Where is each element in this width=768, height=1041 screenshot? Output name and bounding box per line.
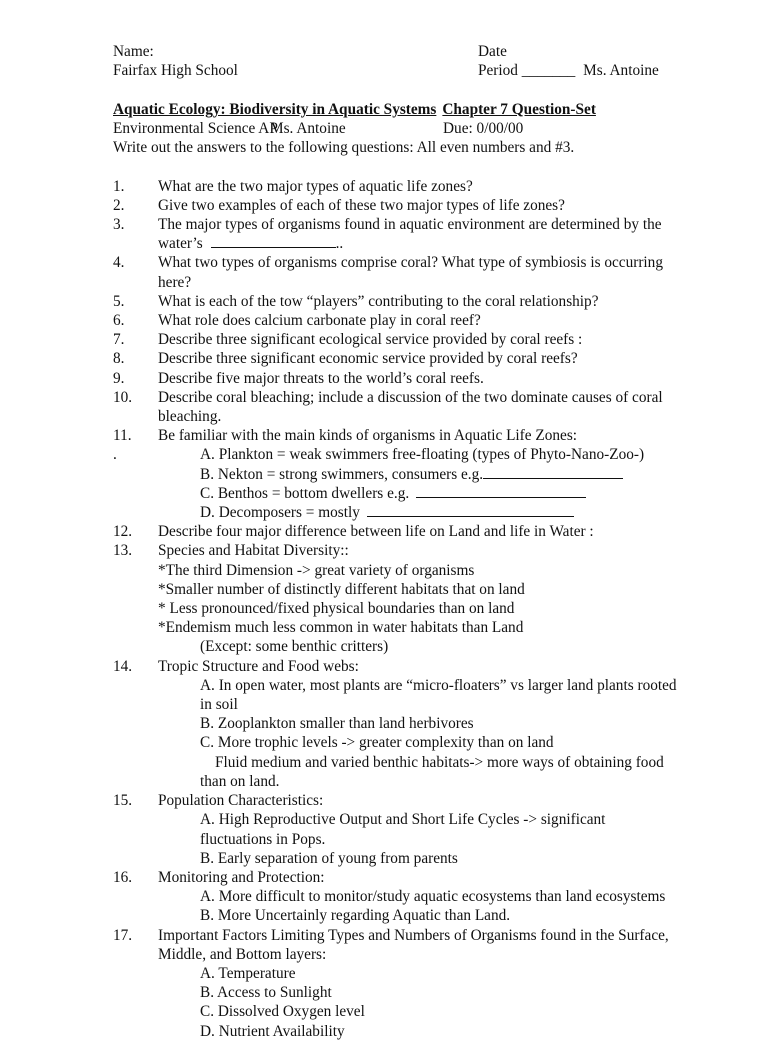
sub-item-text: D. Decomposers = mostly — [200, 504, 364, 522]
sub-item-text: A. Plankton = weak swimmers free-floating (types of Phyto-Nano-Zoo-) — [200, 446, 645, 464]
question-number: 10. — [113, 388, 133, 406]
question-number: 13. — [113, 542, 133, 560]
q14-sub-item: in soil — [200, 696, 238, 714]
question-number: 1. — [113, 177, 125, 195]
question-number: 16. — [113, 868, 133, 886]
question-text: Describe three significant economic service provided by coral reefs? — [158, 350, 578, 368]
subtitle-line — [113, 119, 703, 138]
q11-sub-a — [113, 445, 703, 464]
question-text: Population Characteristics: — [158, 792, 324, 810]
header-left — [113, 42, 238, 80]
question-1 — [113, 177, 703, 196]
question-text: .. — [335, 235, 344, 253]
q17-sub-item: C. Dissolved Oxygen level — [200, 1003, 365, 1021]
q11-sub-c — [158, 484, 703, 503]
question-number: 9. — [113, 369, 125, 387]
question-number: 7. — [113, 331, 125, 349]
answer-blank[interactable] — [416, 484, 586, 498]
question-13 — [113, 541, 703, 560]
question-text: What role does calcium carbonate play in coral reef? — [158, 312, 481, 330]
q14-sub-item: Fluid medium and varied benthic habitats-> more ways of obtaining food — [215, 753, 664, 771]
question-17-continuation: Middle, and Bottom layers: — [158, 945, 327, 963]
question-12 — [113, 522, 703, 541]
q13-bullet: *Endemism much less common in water habitats than Land — [158, 619, 524, 637]
question-14 — [113, 657, 703, 676]
question-number: 8. — [113, 350, 125, 368]
q14-sub-item: than on land. — [200, 772, 280, 790]
question-3 — [113, 215, 703, 234]
sub-item-text: B. Nekton = strong swimmers, consumers e.g. — [200, 465, 484, 483]
name-label: Name: — [113, 43, 154, 60]
question-9 — [113, 369, 703, 388]
period-line — [478, 61, 659, 80]
q15-sub-item: A. High Reproductive Output and Short Life Cycles -> significant — [200, 811, 606, 829]
page-title — [113, 100, 703, 119]
question-number: 2. — [113, 196, 125, 214]
question-17 — [113, 926, 703, 945]
q14-sub-item: B. Zooplankton smaller than land herbivores — [200, 715, 474, 733]
question-list — [113, 177, 703, 1041]
question-text: Species and Habitat Diversity:: — [158, 542, 349, 560]
q17-sub-item: B. Access to Sunlight — [200, 984, 332, 1002]
q13-note: (Except: some benthic critters) — [200, 638, 389, 656]
header-right — [478, 42, 659, 80]
answer-blank[interactable] — [483, 465, 623, 479]
q17-sub-item: D. Nutrient Availability — [200, 1022, 345, 1040]
header — [113, 42, 703, 80]
subtitle-teacher: Ms. Antoine — [270, 120, 346, 138]
question-text: water’s — [158, 235, 203, 253]
q14-sub-item: A. In open water, most plants are “micro-floaters” vs larger land plants rooted — [200, 676, 677, 694]
question-text: What is each of the tow “players” contributing to the coral relationship? — [158, 292, 599, 310]
period-label: Period — [478, 62, 518, 80]
question-16 — [113, 868, 703, 887]
question-text: Tropic Structure and Food webs: — [158, 657, 359, 675]
question-text: Be familiar with the main kinds of organisms in Aquatic Life Zones: — [158, 427, 578, 445]
question-5 — [113, 292, 703, 311]
question-text: What are the two major types of aquatic life zones? — [158, 177, 473, 195]
question-8 — [113, 349, 703, 368]
period-blank: _______ — [521, 62, 576, 80]
worksheet-page — [113, 42, 703, 1041]
answer-blank[interactable] — [211, 234, 336, 248]
q16-sub-item: B. More Uncertainly regarding Aquatic than Land. — [200, 907, 511, 925]
question-number: 17. — [113, 926, 133, 944]
q17-sub-item: A. Temperature — [200, 964, 296, 982]
question-2 — [113, 196, 703, 215]
question-text: Describe three significant ecological service provided by coral reefs : — [158, 331, 583, 349]
question-text: Describe coral bleaching; include a discussion of the two dominate causes of coral — [158, 388, 663, 406]
question-number: 14. — [113, 657, 133, 675]
q14-sub-item: C. More trophic levels -> greater complexity than on land — [200, 734, 554, 752]
question-number: 11. — [113, 427, 132, 445]
course-name: Environmental Science AP — [113, 120, 278, 138]
q11-sub-d — [158, 503, 703, 522]
question-10-continuation: bleaching. — [158, 408, 222, 426]
question-text: Describe four major difference between life on Land and life in Water : — [158, 523, 594, 541]
q15-sub-item: B. Early separation of young from parents — [200, 849, 458, 867]
question-3-continuation — [158, 234, 703, 253]
date-label: Date — [478, 43, 507, 60]
q16-sub-item: A. More difficult to monitor/study aquatic ecosystems than land ecosystems — [200, 888, 666, 906]
question-7 — [113, 330, 703, 349]
q15-sub-item: fluctuations in Pops. — [200, 830, 326, 848]
q13-bullet: * Less pronounced/fixed physical boundaries than on land — [158, 600, 515, 618]
title-part2: Chapter 7 Question-Set — [442, 101, 596, 118]
question-number: 6. — [113, 312, 125, 330]
question-number: 15. — [113, 792, 133, 810]
question-text: Give two examples of each of these two major types of life zones? — [158, 196, 565, 214]
question-text: The major types of organisms found in aquatic environment are determined by the — [158, 216, 662, 233]
question-text: Important Factors Limiting Types and Numbers of Organisms found in the Surface, — [158, 926, 669, 944]
question-15 — [113, 791, 703, 810]
question-4 — [113, 253, 703, 272]
q11-sub-b — [158, 465, 703, 484]
question-number: 3. — [113, 216, 125, 233]
question-number: 4. — [113, 254, 125, 272]
question-text: What two types of organisms comprise coral? What type of symbiosis is occurring — [158, 254, 663, 272]
title-part1: Aquatic Ecology: Biodiversity in Aquatic Systems — [113, 101, 437, 118]
question-text: Monitoring and Protection: — [158, 868, 325, 886]
question-11 — [113, 426, 703, 445]
q13-bullet: *Smaller number of distinctly different habitats that on land — [158, 580, 525, 598]
question-text: Describe five major threats to the world’s coral reefs. — [158, 369, 484, 387]
header-teacher: Ms. Antoine — [583, 62, 659, 80]
question-number: 5. — [113, 292, 125, 310]
school-name: Fairfax High School — [113, 62, 238, 80]
question-4-continuation: here? — [158, 273, 192, 291]
sub-item-text: C. Benthos = bottom dwellers e.g. — [200, 484, 413, 502]
instructions: Write out the answers to the following questions: All even numbers and #3. — [113, 139, 575, 157]
question-6 — [113, 311, 703, 330]
q13-bullet: *The third Dimension -> great variety of organisms — [158, 561, 475, 579]
stray-marker: . — [113, 446, 117, 464]
question-10 — [113, 388, 703, 407]
due-date: Due: 0/00/00 — [443, 120, 524, 138]
answer-blank[interactable] — [367, 503, 574, 517]
question-number: 12. — [113, 523, 133, 541]
